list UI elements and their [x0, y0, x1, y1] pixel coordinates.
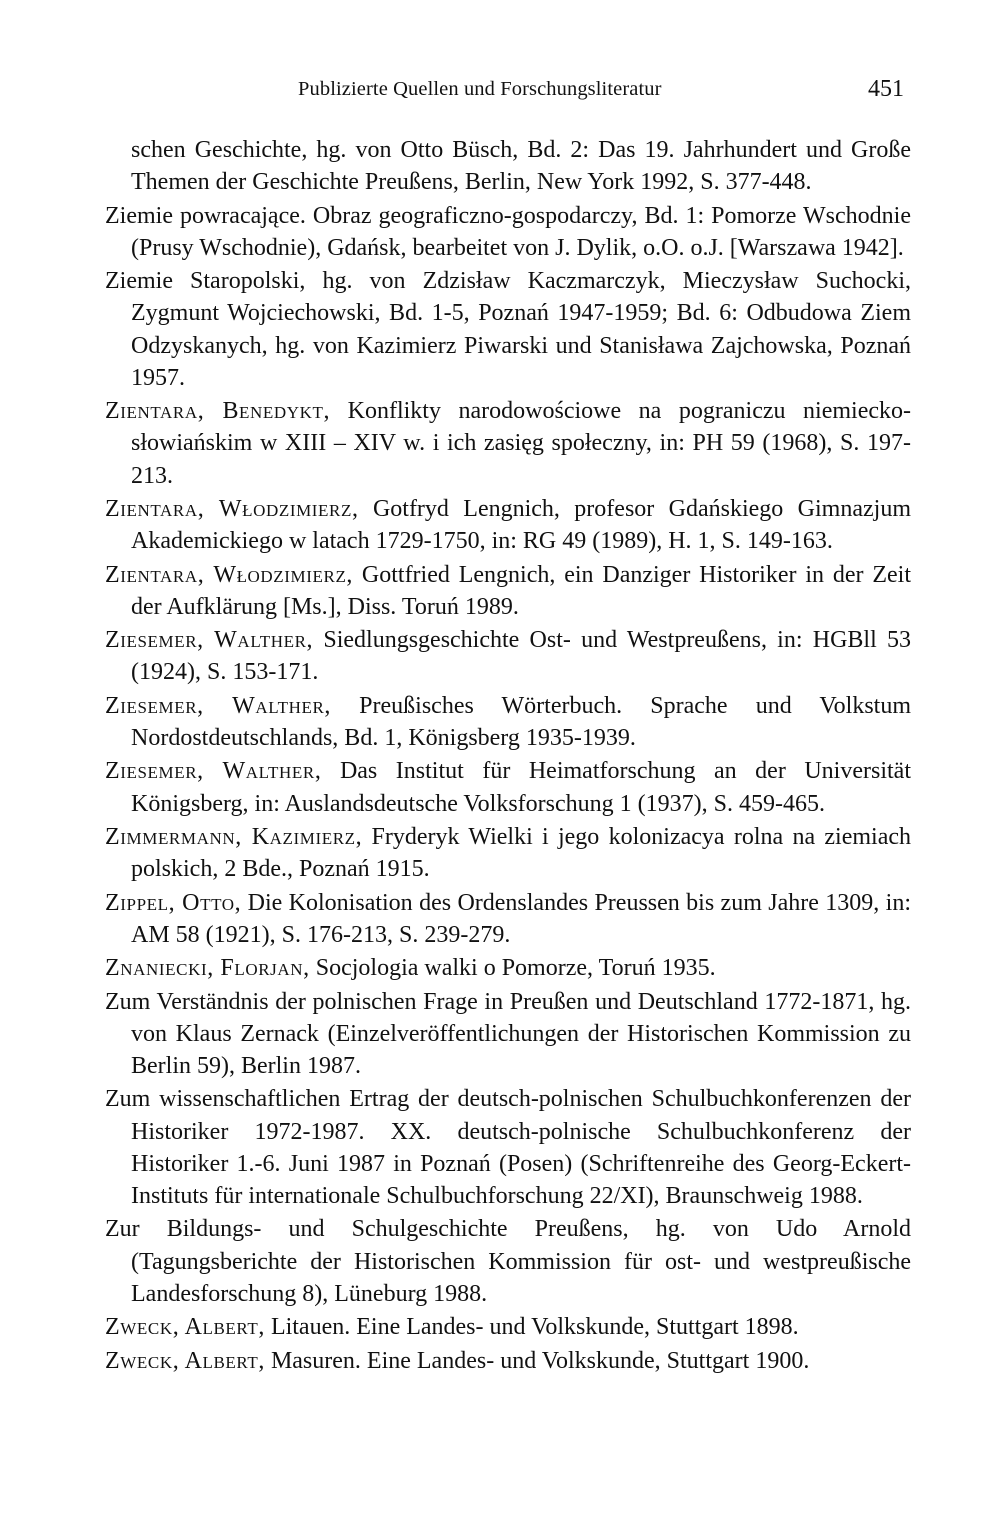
bibliography-entry [105, 1213, 911, 1310]
entry-text: Zur Bildungs- und Schulgeschichte Preußens, hg. von Udo Arnold (Tagungsberichte der Historischen Kommission für ost- und westpreußische Landesforschung 8), Lüneburg 1988. [105, 1216, 911, 1307]
bibliography-list [105, 134, 911, 1378]
entry-text: schen Geschichte, hg. von Otto Büsch, Bd. 2: Das 19. Jahrhundert und Große Themen der Geschichte Preußens, Berlin, New York 1992, S. 377-448. [131, 137, 911, 196]
entry-text: Ziemie Staropolski, hg. von Zdzisław Kaczmarczyk, Mieczysław Suchocki, Zygmunt Wojciechowski, Bd. 1-5, Poznań 1947-1959; Bd. 6: Odbudowa Ziem Odzyskanych, hg. von Kazimierz Piwarski und Stanisława Zajchowska, Poznań 1957. [105, 268, 911, 391]
bibliography-entry [105, 952, 911, 984]
bibliography-entry [105, 200, 911, 264]
bibliography-entry [105, 1083, 911, 1212]
entry-text: Gotfryd Lengnich, profesor Gdańskiego Gimnazjum Akademickiego w latach 1729-1750, in: RG 49 (1989), H. 1, S. 149-163. [131, 495, 911, 555]
entry-author: Ziesemer, Walther, [105, 758, 322, 785]
entry-author: Zweck, Albert, [105, 1347, 265, 1374]
bibliography-entry [105, 887, 911, 951]
bibliography-entry [105, 395, 911, 492]
bibliography-entry [105, 755, 911, 819]
bibliography-entry [105, 134, 911, 198]
entry-text: Konflikty narodowościowe na pograniczu niemiecko-słowiańskim w XIII – XIV w. i ich zasięg społeczny, in: PH 59 (1968), S. 197-213. [131, 398, 911, 489]
bibliography-entry [105, 821, 911, 885]
entry-text: Gottfried Lengnich, ein Danziger Historiker in der Zeit der Aufklärung [Ms.], Diss. Toruń 1989. [131, 561, 912, 620]
bibliography-entry [105, 690, 911, 754]
entry-author: Zientara, Benedykt, [105, 398, 331, 425]
bibliography-entry [105, 1345, 911, 1377]
entry-text: Zum Verständnis der polnischen Frage in Preußen und Deutschland 1772-1871, hg. von Klaus Zernack (Einzelveröffentlichungen der Historischen Kommission zu Berlin 59), Berlin 1987. [105, 988, 911, 1079]
entry-text: Die Kolonisation des Ordenslandes Preussen bis zum Jahre 1309, in: AM 58 (1921), S. 176-213, S. 239-279. [131, 889, 911, 948]
running-header [0, 78, 1000, 112]
entry-author: Zientara, Włodzimierz, [105, 495, 359, 522]
running-title: Publizierte Quellen und Forschungsliteratur [298, 78, 662, 100]
entry-author: Zientara, Włodzimierz, [105, 561, 354, 588]
bibliography-entry [105, 986, 911, 1083]
bibliography-entry [105, 493, 911, 557]
entry-text: Litauen. Eine Landes- und Volkskunde, Stuttgart 1898. [264, 1314, 799, 1341]
bibliography-entry [105, 559, 911, 623]
entry-author: Zweck, Albert, [105, 1314, 265, 1341]
page-number: 451 [868, 76, 904, 102]
entry-text: Fryderyk Wielki i jego kolonizacya rolna na ziemiach polskich, 2 Bde., Poznań 1915. [131, 823, 911, 883]
entry-author: Zippel, Otto, [105, 889, 242, 916]
bibliography-entry [105, 1311, 911, 1343]
entry-text: Siedlungsgeschichte Ost- und Westpreußens, in: HGBll 53 (1924), S. 153-171. [131, 627, 911, 686]
entry-author: Zimmermann, Kazimierz, [105, 823, 363, 850]
entry-author: Ziesemer, Walther, [105, 627, 314, 654]
entry-text: Zum wissenschaftlichen Ertrag der deutsch-polnischen Schulbuchkonferenzen der Historiker 1972-1987. XX. deutsch-polnische Schulbuchkonferenz der Historiker 1.-6. Juni 1987 in Poznań (Posen) (Schriftenreihe des Georg-Eckert-Instituts für internationale Schulbuchforschung 22/XI), Braunschweig 1988. [105, 1086, 911, 1209]
entry-text: Masuren. Eine Landes- und Volkskunde, Stuttgart 1900. [264, 1347, 810, 1374]
entry-text: Preußisches Wörterbuch. Sprache und Volkstum Nordostdeutschlands, Bd. 1, Königsberg 1935-1939. [131, 692, 911, 751]
bibliography-entry [105, 265, 911, 394]
entry-text: Socjologia walki o Pomorze, Toruń 1935. [309, 955, 716, 982]
entry-text: Das Institut für Heimatforschung an der Universität Königsberg, in: Auslandsdeutsche Volksforschung 1 (1937), S. 459-465. [131, 758, 911, 817]
entry-author: Ziesemer, Walther, [105, 692, 332, 719]
bibliography-entry [105, 624, 911, 688]
entry-author: Znaniecki, Florjan, [105, 955, 310, 982]
entry-text: Ziemie powracające. Obraz geograficzno-gospodarczy, Bd. 1: Pomorze Wschodnie (Prusy Wschodnie), Gdańsk, bearbeitet von J. Dylik, o.O. o.J. [Warszawa 1942]. [105, 202, 911, 261]
